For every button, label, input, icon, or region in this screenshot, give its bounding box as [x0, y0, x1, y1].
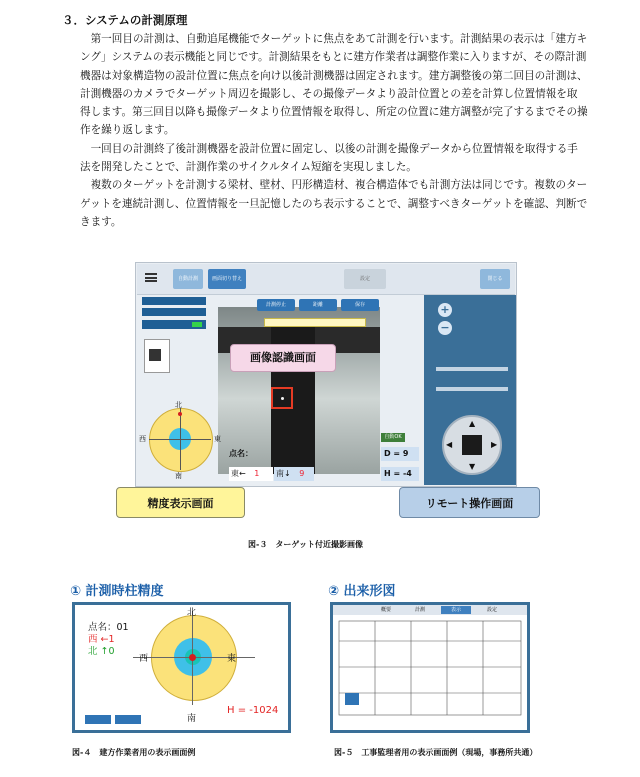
position-dot — [189, 654, 196, 661]
image-recognition-callout: 画像認識画面 — [230, 344, 336, 372]
distance-button[interactable]: 距離 — [299, 299, 337, 311]
slider[interactable] — [436, 387, 508, 391]
accuracy-screen-callout: 精度表示画面 — [116, 487, 245, 518]
action-button[interactable] — [345, 693, 359, 705]
arrow-up-icon[interactable]: ▲ — [469, 419, 476, 428]
paragraph: 一回目の計測終了後計測機器を設計位置に固定し、以後の計測を撮像データから位置情報を取得する手法を開発したことで、計測作業のサイクルタイム短縮を実現しました。 — [80, 142, 578, 174]
compass-east: 東 — [227, 654, 237, 664]
figure-4-caption: 図-４ 建方作業者用の表示画面例 — [72, 748, 196, 757]
figure-3-screenshot — [135, 262, 517, 510]
figure-4-screenshot — [72, 602, 291, 733]
message-bar — [264, 318, 366, 327]
save-button[interactable]: 保存 — [341, 299, 379, 311]
tab-overview[interactable]: 概要 — [380, 607, 391, 613]
action-button[interactable] — [115, 715, 141, 724]
arrow-right-icon[interactable]: ▶ — [491, 440, 498, 449]
point-name-label: 点名： — [229, 449, 253, 458]
auto-measure-button[interactable]: 自動計測 — [173, 269, 203, 289]
height-value: H = -1024 — [227, 705, 279, 716]
tablet-app-screen — [135, 262, 517, 487]
status-badge: 自動OK — [381, 433, 405, 442]
compass-north: 北 — [187, 608, 197, 618]
section-heading: ３．システムの計測原理 — [62, 13, 188, 27]
east-offset: 東← 1 — [229, 467, 273, 481]
figure-5-caption: 図-５ 工事監理者用の表示画面例（現場，事務所共通） — [334, 748, 538, 757]
thumbnail-target-icon — [149, 349, 161, 361]
arrow-down-icon[interactable]: ▼ — [469, 462, 476, 471]
north-offset: 北 ↑0 — [88, 646, 115, 657]
battery-icon — [192, 322, 202, 327]
compass-west: 西 — [139, 435, 146, 443]
remote-screen-callout: リモート操作画面 — [399, 487, 540, 518]
paragraph: 複数のターゲットを計測する梁材、壁材、円形構造材、複合構造体でも計測方法は同じです。複数のターゲットを連続計測し、位置情報を一旦記憶したのち表示することで、調整すべきターゲットを確認、判断できます。 — [80, 179, 588, 228]
compass-south: 南 — [187, 714, 197, 724]
figure-5-screenshot — [330, 602, 530, 733]
menu-icon-bar — [145, 277, 157, 279]
figure-3-caption: 図-３ ターゲット付近撮影画像 — [248, 540, 363, 549]
body-text — [80, 30, 588, 231]
height-value: H = -4 — [381, 467, 419, 481]
paragraph: 第一回目の計測は、自動追尾機能でターゲットに焦点をあて計測を行います。計測結果の表示は「建方キング」システムの表示機能と同じです。計測結果をもとに建方作業者は調整作業に入りますが、その際計測機器は対象構造物の設計位置に焦点を向け以後計測機器は固定されます。建方調整後の第二回目の計測は、計測機器のカメラでターゲット周辺を撮影し、その撮像データより設計位置との差を計算し位置情報を取得します。第三回目以降も撮像データより位置情報を取得し、所定の位置に建方調整が完了するまでその操作を繰り返します。 — [80, 33, 588, 137]
target-dot-icon — [281, 397, 284, 400]
zoom-out-icon[interactable]: − — [438, 321, 452, 335]
status-bar — [142, 297, 206, 305]
position-dot — [178, 412, 182, 416]
compass-north: 北 — [175, 401, 182, 409]
status-bar — [142, 308, 206, 316]
tab-settings[interactable]: 設定 — [486, 607, 497, 613]
direction-pad-center-button[interactable] — [462, 435, 482, 455]
screen-switch-button[interactable]: 画面切り替え — [208, 269, 246, 289]
as-built-drawing — [337, 619, 523, 719]
south-offset: 南↓ 9 — [274, 467, 314, 481]
zoom-in-icon[interactable]: + — [438, 303, 452, 317]
compass-west: 西 — [139, 654, 149, 664]
tab-display[interactable]: 表示 — [441, 606, 471, 614]
crosshair — [149, 439, 211, 440]
tab-measure[interactable]: 計測 — [414, 607, 425, 613]
point-name: 点名：01 — [88, 622, 129, 633]
close-button[interactable]: 閉じる — [480, 269, 510, 289]
distance-value: D = 9 — [381, 447, 419, 461]
west-offset: 西 ←1 — [88, 634, 115, 645]
settings-button[interactable]: 設定 — [344, 269, 386, 289]
slider[interactable] — [436, 367, 508, 371]
stop-measure-button[interactable]: 計測停止 — [257, 299, 295, 311]
arrow-left-icon[interactable]: ◀ — [446, 440, 453, 449]
action-button[interactable] — [85, 715, 111, 724]
figure-5-title: ② 出来形図 — [328, 584, 396, 599]
compass-south: 南 — [175, 472, 182, 480]
figure-4-title: ① 計測時柱精度 — [70, 584, 164, 599]
compass-east: 東 — [214, 435, 221, 443]
